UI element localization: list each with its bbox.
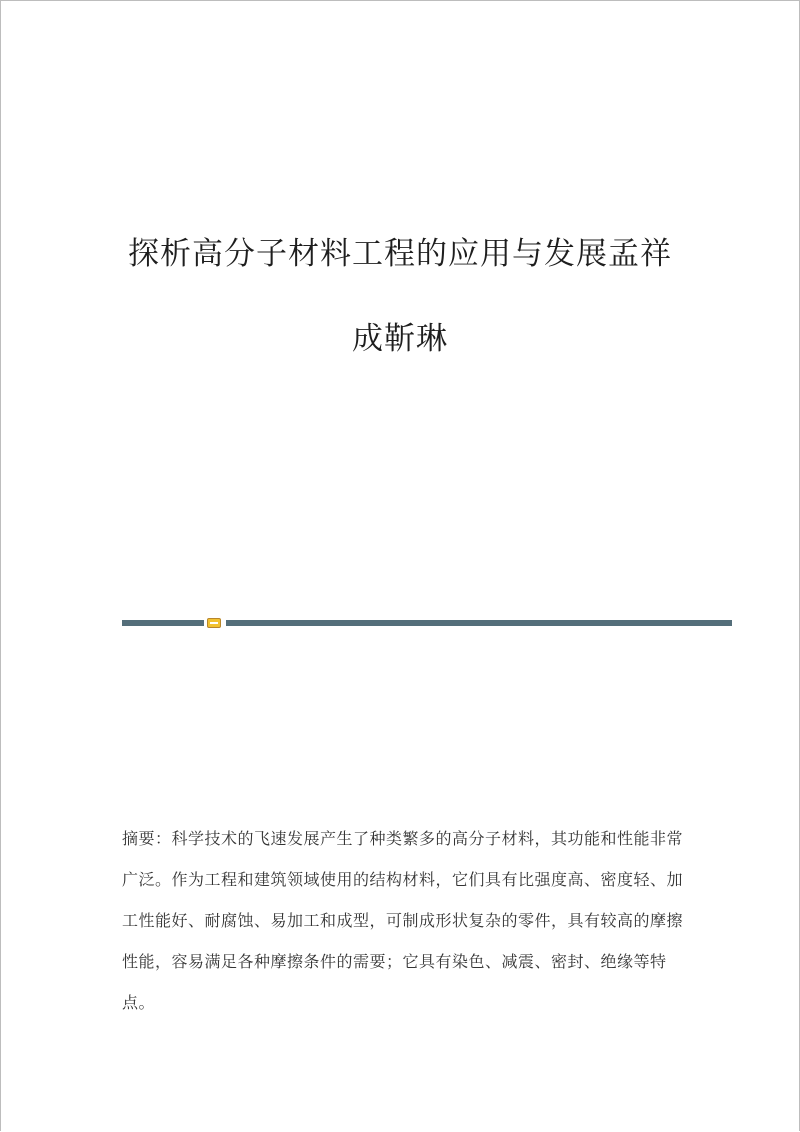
abstract-line: 性能，容易满足各种摩擦条件的需要；它具有染色、减震、密封、绝缘等特 xyxy=(122,952,667,971)
document-authors: 成靳琳 xyxy=(352,321,448,357)
abstract-line: 点。 xyxy=(122,993,156,1012)
abstract-line: 工性能好、耐腐蚀、易加工和成型，可制成形状复杂的零件，具有较高的摩擦 xyxy=(122,911,684,930)
document-title: 探析高分子材料工程的应用与发展孟祥 xyxy=(128,236,672,272)
abstract-paragraph xyxy=(122,818,692,1023)
section-divider xyxy=(122,618,732,628)
abstract-line: 摘要：科学技术的飞速发展产生了种类繁多的高分子材料，其功能和性能非常 xyxy=(122,829,684,848)
divider-bar-right xyxy=(226,620,732,626)
abstract-line: 广泛。作为工程和建筑领域使用的结构材料，它们具有比强度高、密度轻、加 xyxy=(122,870,684,889)
pencil-icon xyxy=(207,618,221,628)
divider-bar-left xyxy=(122,620,204,626)
